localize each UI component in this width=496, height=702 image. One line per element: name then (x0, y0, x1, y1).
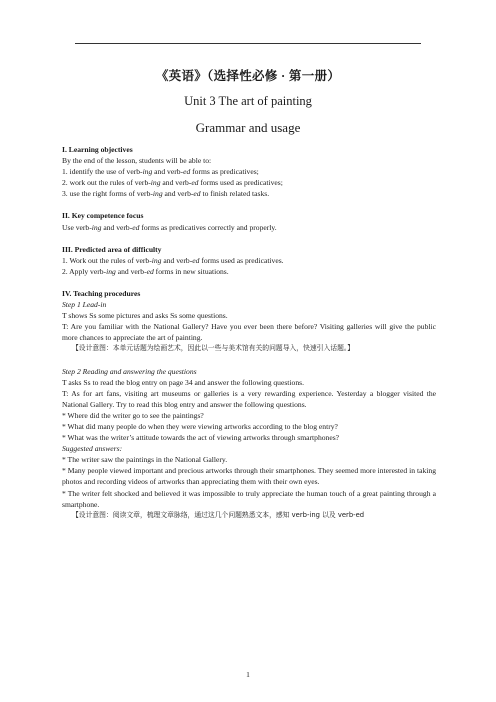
answer-item: * Many people viewed important and precious artworks through their smartphones. They seemed more interested in taking photos and recording videos of artworks than appreciating them with their own eyes. (62, 466, 436, 487)
objective-item: 2. work out the rules of verb-ing and verb-ed forms used as predicatives; (62, 178, 283, 188)
difficulty-item: 1. Work out the rules of verb-ing and verb-ed forms used as predicatives. (62, 255, 284, 265)
answer-item: * The writer saw the paintings in the National Gallery. (62, 455, 228, 465)
answers-label: Suggested answers: (62, 444, 123, 454)
section-title: Grammar and usage (195, 120, 301, 135)
competence-heading: II. Key competence focus (62, 211, 144, 221)
step1-design-note: 【设计意图：本单元话题为绘画艺术，因此以一些与美术馆有关的问题导入，快速引入话题。】 (72, 344, 355, 353)
answer-item: * The writer felt shocked and believed it was impossible to truly appreciate the human touch of a great painting through a smartphone. (62, 488, 436, 509)
step2-teacher-line: T: As for art fans, visiting art museums or galleries is a very rewarding experience. Yesterday a blogger visited the National Gallery. Try to read this blog entry and answer the following questions. (62, 388, 436, 409)
book-title: 《英语》（选择性必修 · 第一册） (155, 69, 341, 83)
step1-title: Step 1 Lead-in (62, 300, 107, 310)
step1-line: T shows Ss some pictures and asks Ss some questions. (62, 311, 228, 321)
unit-title: Unit 3 The art of painting (184, 94, 312, 108)
header-rule (75, 43, 421, 44)
objective-item: 1. identify the use of verb-ing and verb-ed forms as predicatives; (62, 167, 259, 177)
page-number: 1 (246, 670, 250, 679)
difficulty-heading: III. Predicted area of difficulty (62, 244, 162, 254)
step2-design-note: 【设计意图：阅读文章，梳理文章脉络，通过这几个问题熟悉文本，感知 verb-ing 以及 verb-ed (72, 510, 365, 519)
step2-line: T asks Ss to read the blog entry on page 34 and answer the following questions. (62, 377, 304, 387)
question-item: * What did many people do when they were viewing artworks according to the blog entry? (62, 421, 338, 431)
objectives-heading: I. Learning objectives (62, 145, 133, 154)
competence-line: Use verb-ing and verb-ed forms as predicatives correctly and properly. (62, 222, 277, 232)
difficulty-item: 2. Apply verb-ing and verb-ed forms in new situations. (62, 266, 229, 276)
step1-teacher-line: T: Are you familiar with the National Gallery? Have you ever been there before? Visiting galleries will give the public more chances to appreciate the art of painting. (62, 322, 436, 343)
objectives-intro: By the end of the lesson, students will be able to: (62, 156, 212, 166)
procedures-heading: IV. Teaching procedures (62, 288, 141, 298)
objective-item: 3. use the right forms of verb-ing and verb-ed to finish related tasks. (62, 189, 270, 199)
question-item: * What was the writer’s attitude towards the act of viewing artworks through smartphones? (62, 433, 340, 443)
step2-title: Step 2 Reading and answering the questions (62, 366, 197, 376)
question-item: * Where did the writer go to see the paintings? (62, 410, 204, 420)
document-body (62, 144, 436, 521)
